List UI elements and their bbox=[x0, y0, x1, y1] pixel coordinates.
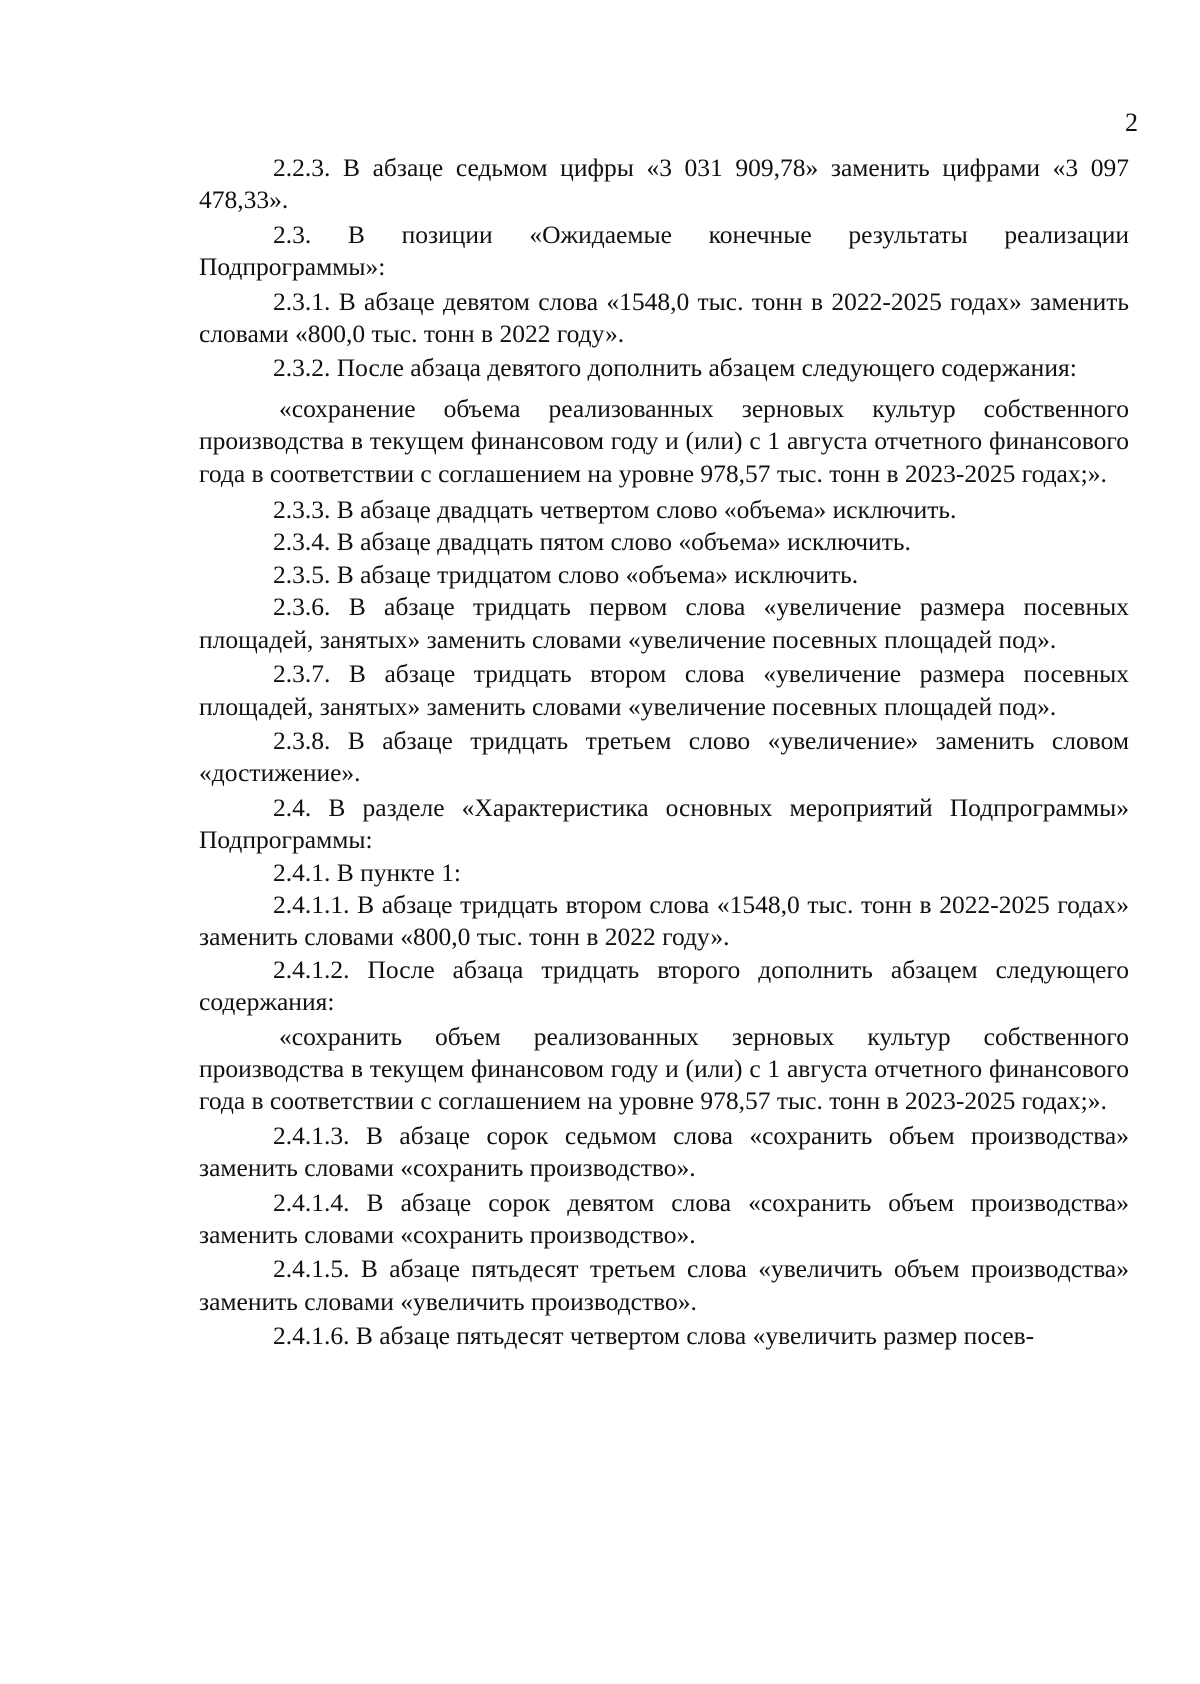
paragraph-2-3-8: 2.3.8. В абзаце тридцать третьем слово «увеличение» заменить словом «достижение». bbox=[199, 725, 1129, 788]
paragraph-2-3-2: 2.3.2. После абзаца девятого дополнить абзацем следующего содержания: bbox=[273, 353, 1077, 383]
paragraph-2-3-4: 2.3.4. В абзаце двадцать пятом слово «объема» исключить. bbox=[273, 527, 911, 557]
paragraph-2-4-1-2: 2.4.1.2. После абзаца тридцать второго дополнить абзацем следующего содержания: bbox=[199, 954, 1129, 1017]
paragraph-2-4-1-1: 2.4.1.1. В абзаце тридцать втором слова «1548,0 тыс. тонн в 2022-2025 годах» заменить словами «800,0 тыс. тонн в 2022 году». bbox=[199, 889, 1129, 952]
paragraph-2-4-1-5: 2.4.1.5. В абзаце пятьдесят третьем слова «увеличить объем производства» заменить словами «увеличить производство». bbox=[199, 1254, 1129, 1316]
paragraph-2-4-1-4: 2.4.1.4. В абзаце сорок девятом слова «сохранить объем производства» заменить словами «сохранить производство». bbox=[199, 1187, 1129, 1249]
quoted-insertion-2-4-1-2: «сохранить объем реализованных зерновых культур собственного производства в текущем финансовом году и (или) с 1 августа отчетного финансового года в соответствии с соглашением на уровне 978,57 тыс. тонн в 2023-2025 годах;». bbox=[199, 1021, 1129, 1116]
page-number: 2 bbox=[1125, 108, 1138, 137]
paragraph-2-3-3: 2.3.3. В абзаце двадцать четвертом слово «объема» исключить. bbox=[273, 495, 957, 525]
paragraph-2-2-3: 2.2.3. В абзаце седьмом цифры «3 031 909,78» заменить цифрами «3 097 478,33». bbox=[199, 153, 1129, 215]
paragraph-2-3-1: 2.3.1. В абзаце девятом слова «1548,0 тыс. тонн в 2022-2025 годах» заменить словами «800,0 тыс. тонн в 2022 году». bbox=[199, 286, 1129, 349]
paragraph-2-4-1-3: 2.4.1.3. В абзаце сорок седьмом слова «сохранить объем производства» заменить словами «сохранить производство». bbox=[199, 1120, 1129, 1183]
paragraph-2-4-1-6: 2.4.1.6. В абзаце пятьдесят четвертом слова «увеличить размер посев- bbox=[273, 1321, 1035, 1351]
document-body bbox=[199, 152, 1129, 1353]
paragraph-2-3-6: 2.3.6. В абзаце тридцать первом слова «увеличение размера посевных площадей, занятых» заменить словами «увеличение посевных площадей под». bbox=[199, 592, 1129, 654]
paragraph-2-4: 2.4. В разделе «Характеристика основных мероприятий Подпрограммы» Подпрограммы: bbox=[199, 792, 1129, 855]
paragraph-2-3: 2.3. В позиции «Ожидаемые конечные результаты реализации Подпрограммы»: bbox=[199, 219, 1129, 282]
paragraph-2-3-5: 2.3.5. В абзаце тридцатом слово «объема» исключить. bbox=[273, 559, 859, 589]
paragraph-2-3-7: 2.3.7. В абзаце тридцать втором слова «увеличение размера посевных площадей, занятых» заменить словами «увеличение посевных площадей под». bbox=[199, 659, 1129, 721]
paragraph-2-4-1: 2.4.1. В пункте 1: bbox=[273, 857, 461, 887]
quoted-insertion-2-3-2: «сохранение объема реализованных зерновых культур собственного производства в текущем финансовом году и (или) с 1 августа отчетного финансового года в соответствии с соглашением на уровне 978,57 тыс. тонн в 2023-2025 годах;». bbox=[199, 393, 1129, 488]
